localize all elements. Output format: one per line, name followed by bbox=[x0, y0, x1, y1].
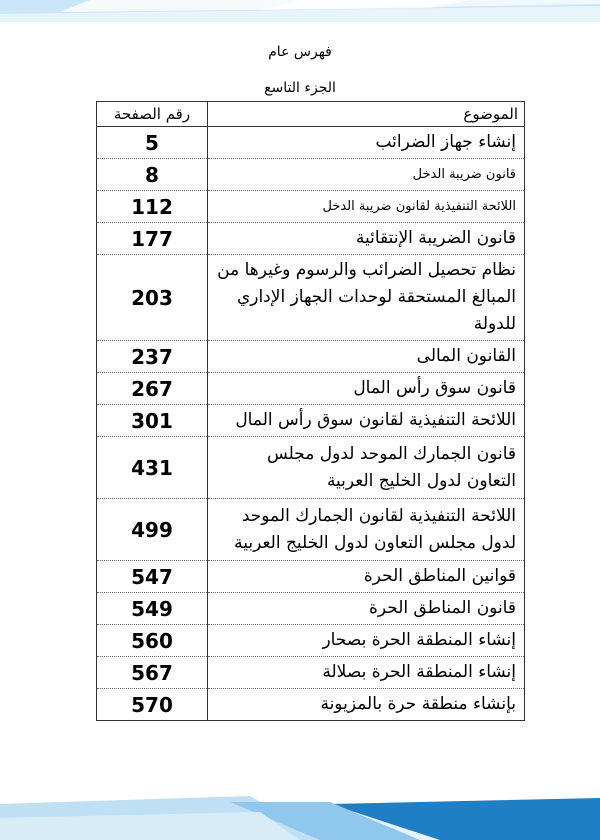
toc-page-number: 112 bbox=[97, 191, 208, 223]
top-decorative-band bbox=[0, 0, 600, 22]
toc-row bbox=[97, 127, 525, 159]
toc-page-number: 8 bbox=[97, 159, 208, 191]
toc-subject: قانون ضريبة الدخل bbox=[208, 159, 525, 191]
toc-page-number: 499 bbox=[97, 499, 208, 561]
page-title: فهرس عام bbox=[268, 44, 332, 60]
toc-row bbox=[97, 657, 525, 689]
bottom-decorative-band bbox=[0, 782, 600, 840]
toc-row bbox=[97, 499, 525, 561]
toc-subject: قوانين المناطق الحرة bbox=[208, 561, 525, 593]
toc-row bbox=[97, 223, 525, 255]
toc-page-number: 567 bbox=[97, 657, 208, 689]
header-subject: الموضوع bbox=[208, 102, 525, 127]
toc-page-number: 5 bbox=[97, 127, 208, 159]
table-of-contents bbox=[96, 101, 525, 721]
toc-row bbox=[97, 159, 525, 191]
toc-page-number: 267 bbox=[97, 373, 208, 405]
toc-page-number: 547 bbox=[97, 561, 208, 593]
toc-subject: اللائحة التنفيذية لقانون الجمارك الموحد لدول مجلس التعاون لدول الخليج العربية bbox=[208, 499, 525, 561]
toc-page-number: 177 bbox=[97, 223, 208, 255]
toc-row bbox=[97, 373, 525, 405]
toc-row bbox=[97, 689, 525, 721]
toc-page-number: 560 bbox=[97, 625, 208, 657]
toc-subject: قانون الجمارك الموحد لدول مجلس التعاون لدول الخليج العربية bbox=[208, 437, 525, 499]
toc-row bbox=[97, 405, 525, 437]
header-page-number: رقم الصفحة bbox=[97, 102, 208, 127]
toc-subject: اللائحة التنفيذية لقانون سوق رأس المال bbox=[208, 405, 525, 437]
toc-subject: إنشاء المنطقة الحرة بصلالة bbox=[208, 657, 525, 689]
toc-row bbox=[97, 341, 525, 373]
toc-row bbox=[97, 191, 525, 223]
toc-page-number: 549 bbox=[97, 593, 208, 625]
toc-subject: القانون المالى bbox=[208, 341, 525, 373]
volume-subtitle: الجزء التاسع bbox=[264, 80, 336, 96]
toc-page-number: 570 bbox=[97, 689, 208, 721]
toc-row bbox=[97, 593, 525, 625]
toc-subject: قانون سوق رأس المال bbox=[208, 373, 525, 405]
toc-page-number: 237 bbox=[97, 341, 208, 373]
toc-row bbox=[97, 437, 525, 499]
toc-subject: نظام تحصيل الضرائب والرسوم وغيرها من المبالغ المستحقة لوحدات الجهاز الإداري للدولة bbox=[208, 255, 525, 341]
toc-subject: إنشاء المنطقة الحرة بصحار bbox=[208, 625, 525, 657]
toc-row bbox=[97, 625, 525, 657]
toc-page-number: 301 bbox=[97, 405, 208, 437]
toc-page-number: 431 bbox=[97, 437, 208, 499]
toc-subject: قانون المناطق الحرة bbox=[208, 593, 525, 625]
table-body bbox=[97, 127, 525, 721]
toc-subject: قانون الضريبة الإنتقائية bbox=[208, 223, 525, 255]
toc-subject: إنشاء جهاز الضرائب bbox=[208, 127, 525, 159]
toc-subject: اللائحة التنفيذية لقانون ضريبة الدخل bbox=[208, 191, 525, 223]
toc-page-number: 203 bbox=[97, 255, 208, 341]
table-header-row bbox=[97, 102, 525, 127]
toc-row bbox=[97, 561, 525, 593]
toc-subject: بإنشاء منطقة حرة بالمزيونة bbox=[208, 689, 525, 721]
toc-row bbox=[97, 255, 525, 341]
